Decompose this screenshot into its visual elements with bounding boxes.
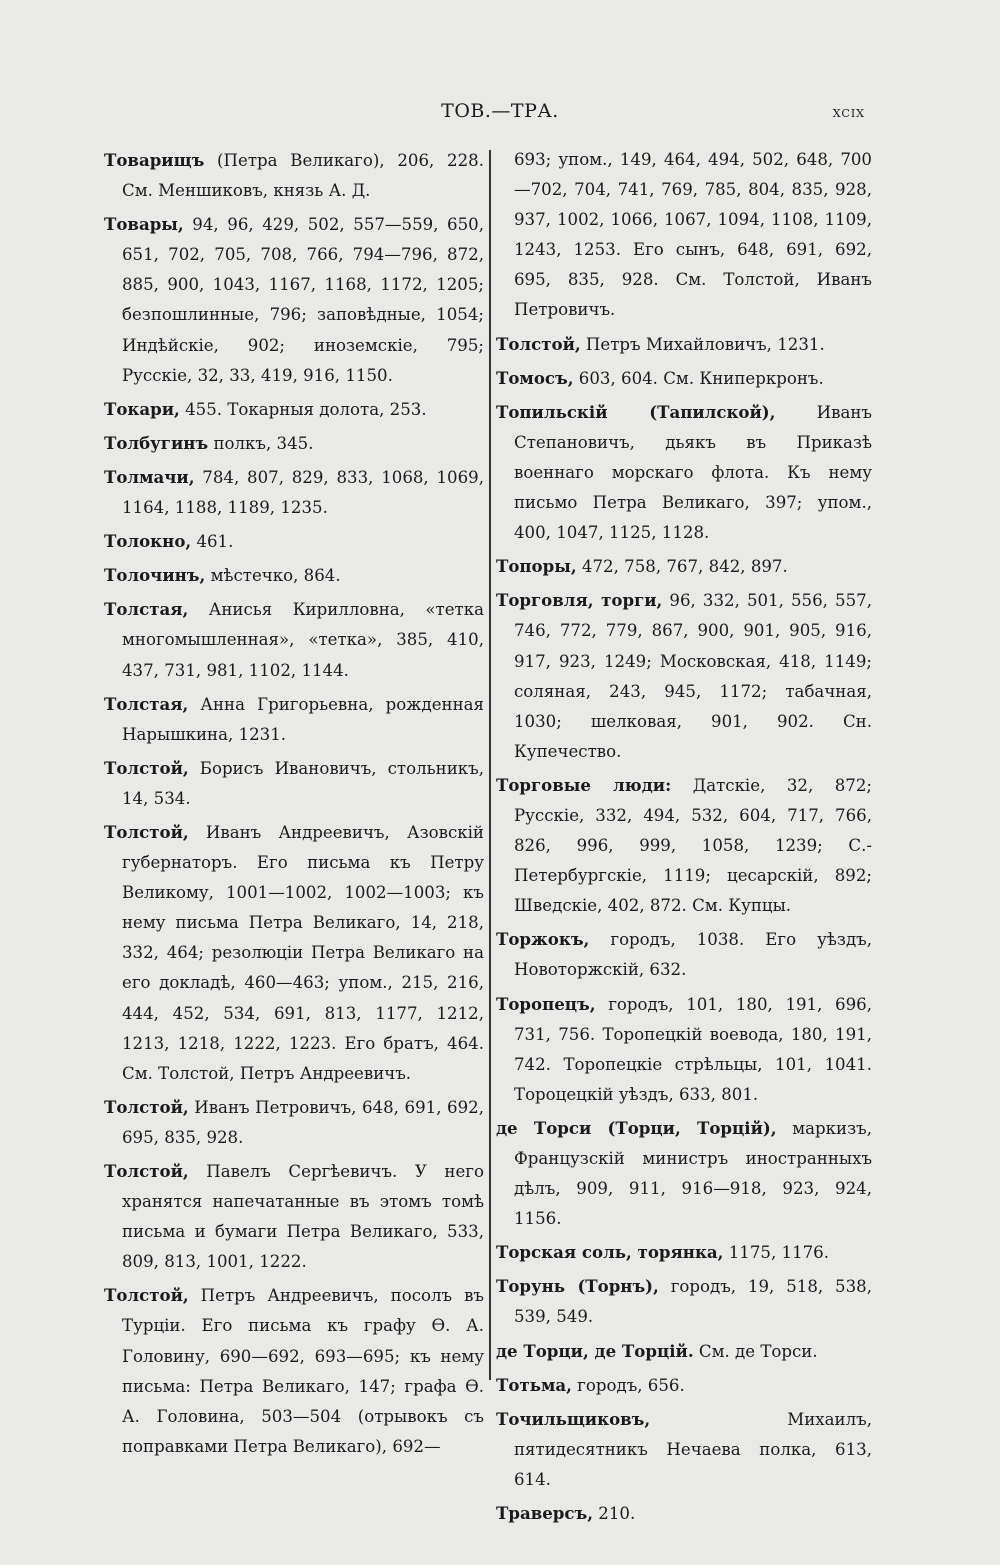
left-column: [104, 145, 484, 1465]
entry-text: городъ, 19, 518, 538, 539, 549.: [514, 1277, 872, 1327]
entry-text: полкъ, 345.: [208, 433, 314, 453]
index-entry: [496, 1498, 872, 1529]
index-entry: [104, 594, 484, 685]
entry-text: маркизъ, Французскій министръ иностранныхъ дѣлъ, 909, 911, 916—918, 923, 924, 1156.: [514, 1118, 872, 1229]
index-entry: [104, 689, 484, 750]
entry-text: Петръ Михайловичъ, 1231.: [580, 334, 825, 354]
entry-text: городъ, 101, 180, 191, 696, 731, 756. Торопецкій воевода, 180, 191, 742. Торопецкіе стрѣльцы, 101, 1041. Тороцецкій уѣздъ, 633, 801.: [514, 994, 872, 1104]
entry-text: 472, 758, 767, 842, 897.: [576, 557, 788, 577]
entry-text: Павелъ Сергѣевичъ. У него хранятся напечатанные въ этомъ томѣ письма и бумаги Петра Великаго, 533, 809, 813, 1001, 1222.: [122, 1162, 484, 1272]
entry-text: Петръ Андреевичъ, посолъ въ Турціи. Его письма къ графу Ѳ. А. Головину, 690—692, 693—695; къ нему письма: Петра Великаго, 147; графа Ѳ. А. Головина, 503—504 (отрывокъ съ поправками Петра Великаго), 692—: [122, 1286, 484, 1456]
entry-text: Иванъ Петровичъ, 648, 691, 692, 695, 835, 928.: [122, 1097, 484, 1147]
index-entry: [496, 1336, 872, 1367]
entry-headword: Топильскій (Тапилской),: [496, 401, 776, 422]
entry-text: Иванъ Степановичъ, дьякъ въ Приказѣ военнаго морскаго флота. Къ нему письмо Петра Великаго, 397; упом., 400, 1047, 1125, 1128.: [514, 402, 872, 543]
right-column: [496, 145, 872, 1532]
entry-text: 1175, 1176.: [723, 1243, 830, 1263]
page-title: ТОВ.—ТРА.: [441, 100, 559, 122]
index-entry: [104, 817, 484, 1089]
entry-text: Борисъ Ивановичъ, стольникъ, 14, 534.: [122, 758, 484, 808]
entry-headword: Толокно,: [104, 531, 192, 552]
index-entry: [496, 770, 872, 921]
entry-headword: Топоры,: [496, 556, 577, 577]
entry-text: 603, 604. См. Книперкронъ.: [573, 368, 824, 388]
entry-headword: Торговля, торги,: [496, 590, 663, 611]
entry-headword: Толочинъ,: [104, 565, 206, 586]
entry-headword: Томосъ,: [496, 367, 574, 388]
entry-headword: Толстой,: [104, 821, 189, 842]
index-entry: [104, 753, 484, 814]
index-entry: [496, 585, 872, 767]
index-entry: [104, 1280, 484, 1462]
index-entry: [104, 526, 484, 557]
index-entry: [104, 1156, 484, 1277]
index-entry: [496, 329, 872, 360]
column-divider: [489, 150, 491, 1380]
index-entry: [496, 1404, 872, 1495]
entry-headword: Толстая,: [104, 599, 189, 620]
index-entry: [496, 1370, 872, 1401]
entry-headword: Толстая,: [104, 693, 189, 714]
entry-headword: Торговые люди:: [496, 774, 672, 795]
index-entry: [496, 145, 872, 326]
entry-headword: Торопецъ,: [496, 993, 596, 1014]
entry-headword: де Торци, де Торцій.: [496, 1340, 694, 1361]
entry-text: (Петра Великаго), 206, 228. См. Меншиковъ, князь А. Д.: [122, 151, 484, 201]
page-number: xcix: [832, 102, 865, 121]
entry-headword: Толстой,: [496, 333, 581, 354]
entry-text: Михаилъ, пятидесятникъ Нечаева полка, 613, 614.: [514, 1409, 872, 1489]
entry-text: мѣстечко, 864.: [205, 566, 341, 586]
entry-headword: Толстой,: [104, 757, 189, 778]
entry-text: 784, 807, 829, 833, 1068, 1069, 1164, 1188, 1189, 1235.: [122, 467, 484, 518]
index-entry: [496, 924, 872, 985]
entry-text: городъ, 656.: [571, 1375, 685, 1395]
index-entry: [104, 394, 484, 425]
entry-text: Датскіе, 32, 872; Русскіе, 332, 494, 532, 604, 717, 766, 826, 996, 999, 1058, 1239; С.-Петербургскіе, 1119; цесарскій, 892; Шведскіе, 402, 872. См. Купцы.: [514, 775, 873, 916]
entry-headword: Торская соль, торянка,: [496, 1242, 724, 1263]
entry-headword: Точильщиковъ,: [496, 1408, 651, 1429]
entry-headword: Токари,: [104, 398, 180, 419]
entry-headword: Толстой,: [104, 1285, 189, 1306]
index-entry: [104, 428, 484, 459]
entry-headword: Торунь (Торнъ),: [496, 1276, 659, 1297]
entry-headword: Толстой,: [104, 1161, 189, 1181]
entry-headword: Торжокъ,: [496, 929, 590, 950]
index-entry: [104, 462, 484, 523]
entry-text: Анисья Кирилловна, «тетка многомышленная», «тетка», 385, 410, 437, 731, 981, 1102, 1144.: [122, 600, 484, 680]
index-entry: [496, 989, 872, 1110]
index-entry: [496, 363, 872, 394]
entry-headword: Траверсъ,: [496, 1503, 594, 1524]
index-entry: [104, 145, 484, 206]
index-entry: [104, 560, 484, 591]
entry-text: 94, 96, 429, 502, 557—559, 650, 651, 702, 705, 708, 766, 794—796, 872, 885, 900, 1043, 1167, 1168, 1172, 1205; безпошлинные, 796; заповѣдные, 1054; Индѣйскіе, 902; иноземскіе, 795; Русскіе, 32, 33, 419, 916, 1150.: [122, 215, 484, 385]
entry-headword: Товары,: [104, 214, 184, 235]
entry-text: Иванъ Андреевичъ, Азовскій губернаторъ. Его письма къ Петру Великому, 1001—1002, 1002—1003; къ нему письма Петра Великаго, 14, 218, 332, 464; резолюціи Петра Великаго на его докладѣ, 460—463; упом., 215, 216, 444, 452, 534, 691, 813, 1177, 1212, 1213, 1218, 1222, 1223. Его братъ, 464. См. Толстой, Петръ Андреевичъ.: [122, 822, 484, 1083]
entry-headword: Товарищъ: [104, 150, 205, 170]
entry-headword: де Торси (Торци, Торцій),: [496, 1117, 777, 1138]
entry-text: 455. Токарныя долота, 253.: [179, 399, 427, 419]
running-head: [0, 100, 1000, 130]
index-entry: [104, 209, 484, 391]
index-entry: [496, 1271, 872, 1332]
index-entry: [496, 397, 872, 548]
entry-headword: Толбугинъ: [104, 432, 209, 453]
entry-text: городъ, 1038. Его уѣздъ, Новоторжскій, 632.: [514, 930, 872, 980]
index-entry: [104, 1092, 484, 1153]
entry-text: 210.: [593, 1504, 636, 1524]
entry-text: См. де Торси.: [693, 1341, 818, 1361]
entry-text: 693; упом., 149, 464, 494, 502, 648, 700—702, 704, 741, 769, 785, 804, 835, 928, 937, 1002, 1066, 1067, 1094, 1108, 1109, 1243, 1253. Его сынъ, 648, 691, 692, 695, 835, 928. См. Толстой, Иванъ Петровичъ.: [514, 150, 872, 320]
index-entry: [496, 1113, 872, 1234]
entry-text: Анна Григорьевна, рожденная Нарышкина, 1231.: [122, 694, 484, 744]
entry-headword: Толстой,: [104, 1096, 189, 1117]
entry-text: 96, 332, 501, 556, 557, 746, 772, 779, 867, 900, 901, 905, 916, 917, 923, 1249; Московская, 418, 1149; соляная, 243, 945, 1172; табачная, 1030; шелковая, 901, 902. Сн. Купечество.: [514, 591, 872, 761]
index-entry: [496, 1237, 872, 1268]
entry-headword: Тотьма,: [496, 1374, 572, 1395]
entry-headword: Толмачи,: [104, 466, 195, 487]
index-entry: [496, 551, 872, 582]
entry-text: 461.: [191, 532, 234, 552]
